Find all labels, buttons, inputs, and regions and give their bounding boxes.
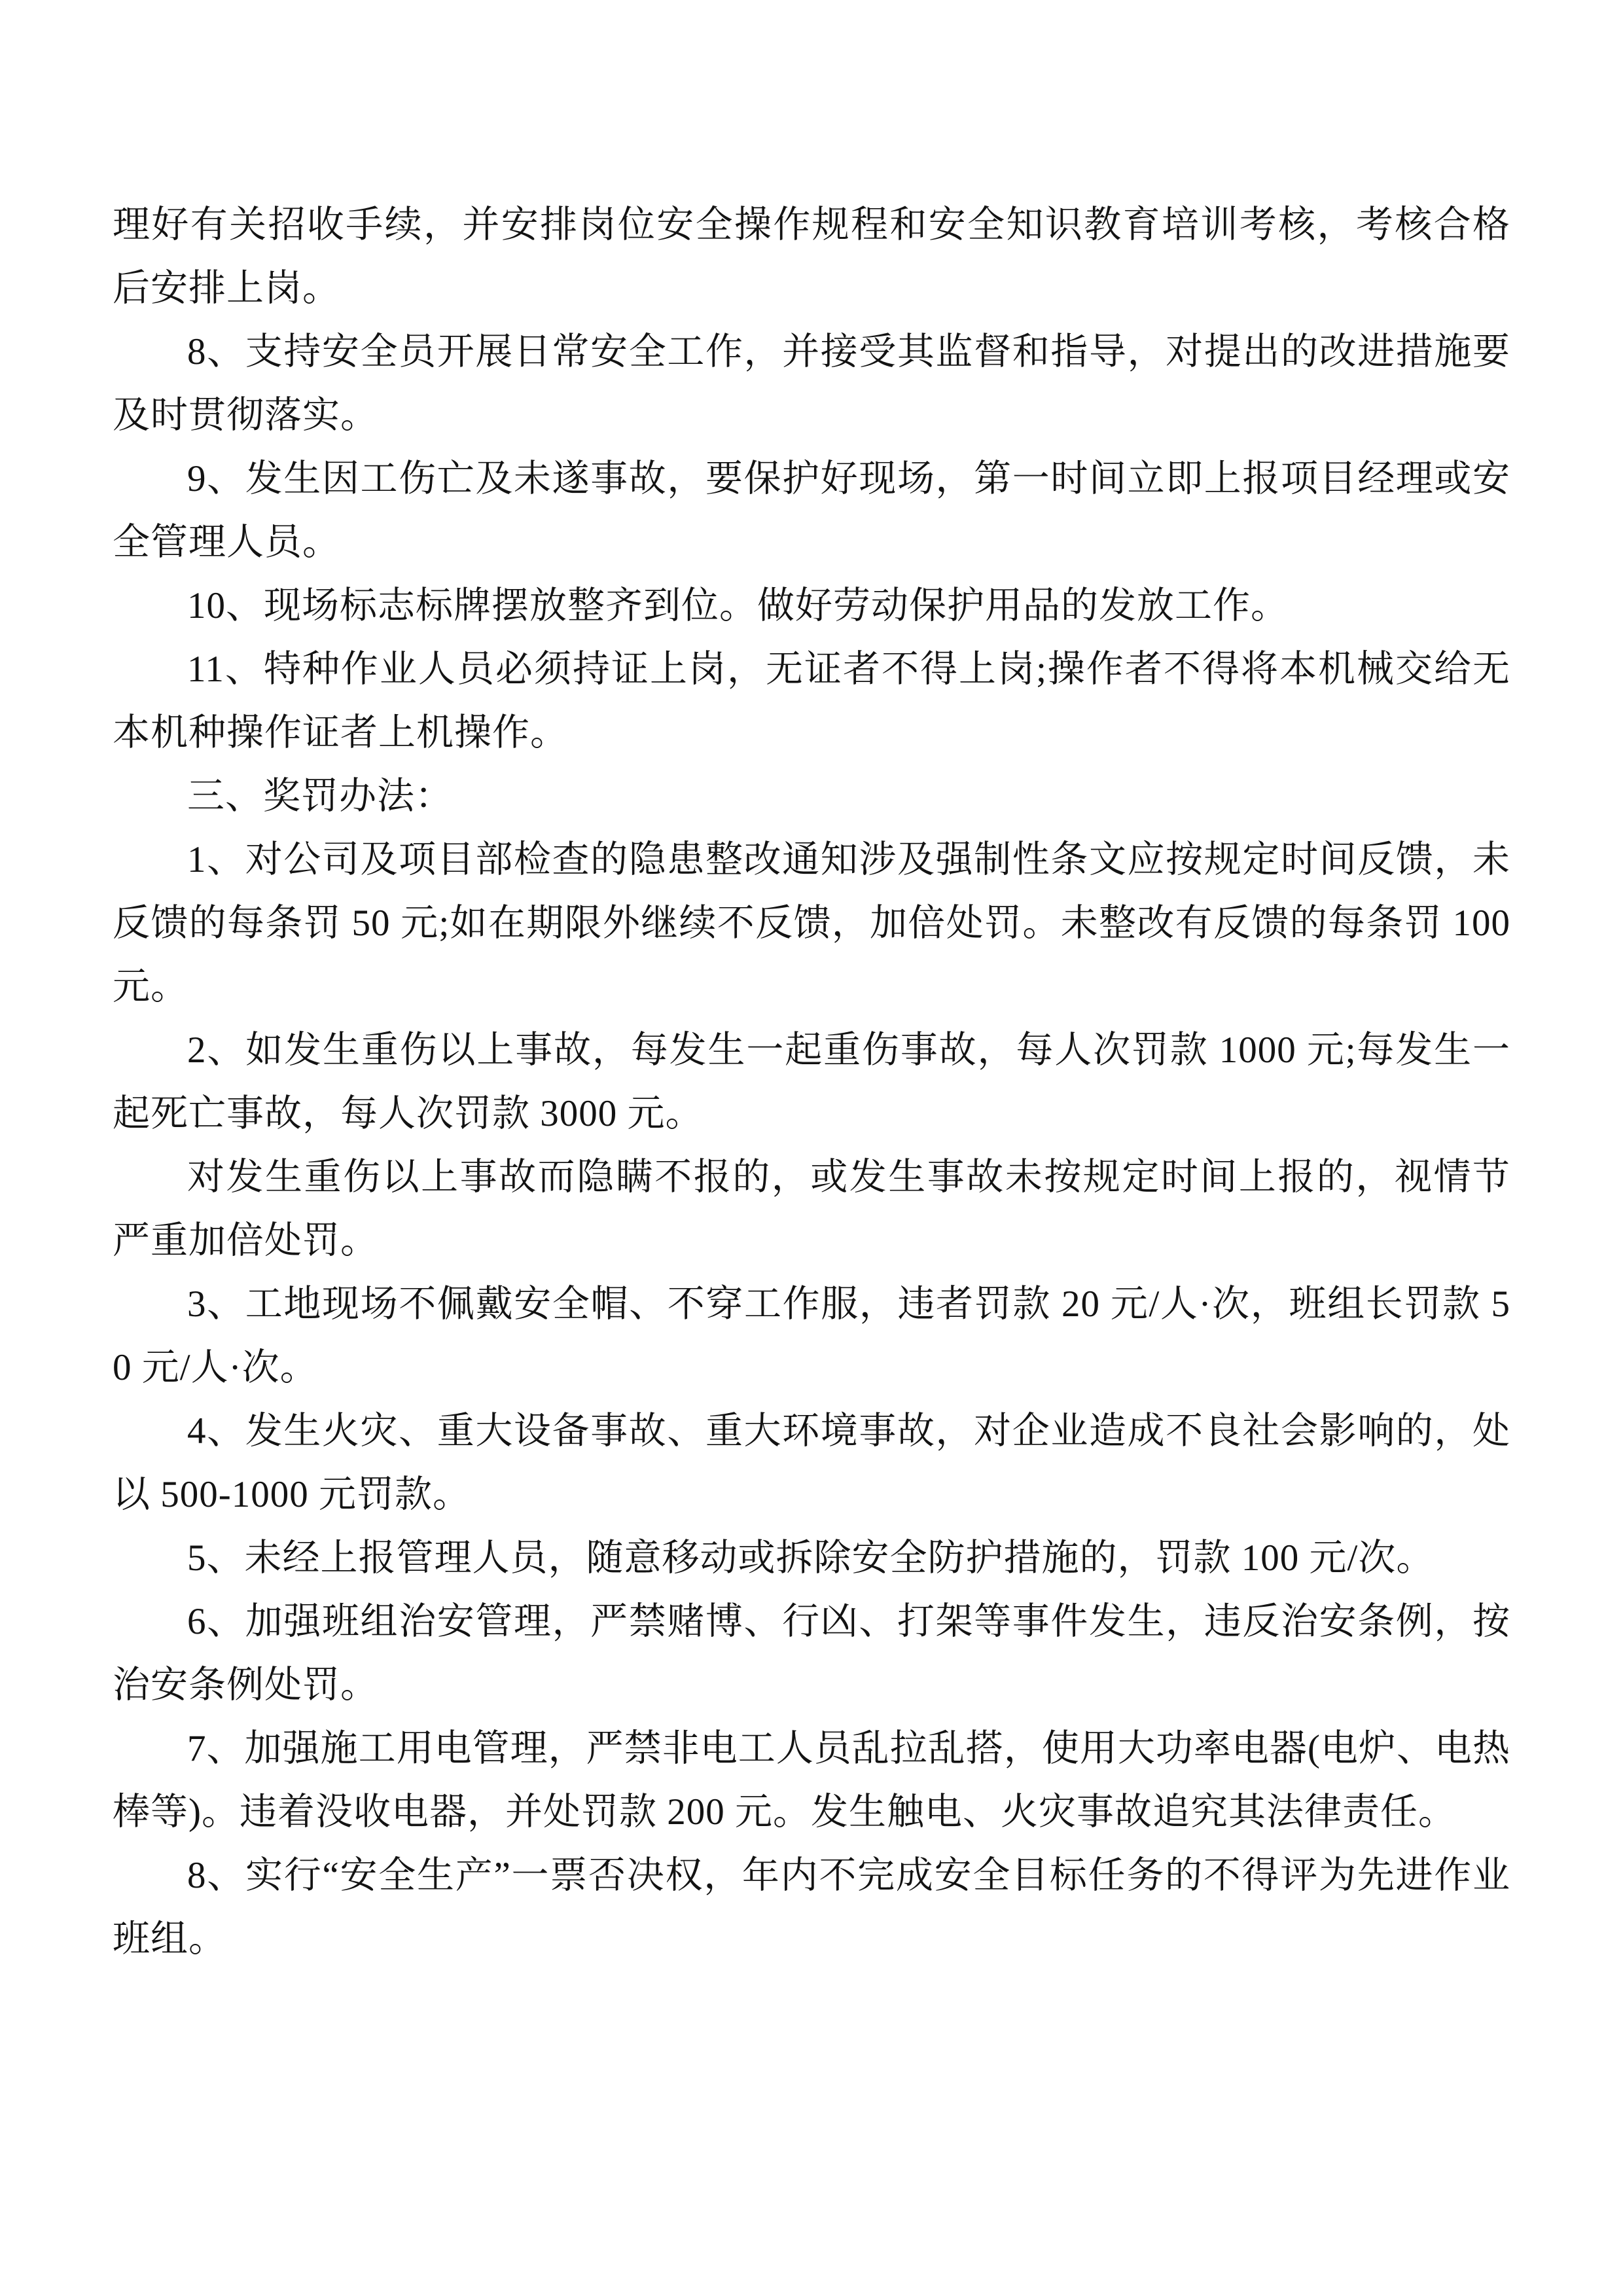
paragraph: 10、现场标志标牌摆放整齐到位。做好劳动保护用品的发放工作。 [187,585,1289,626]
paragraph: 7、加强施工用电管理，严禁非电工人员乱拉乱搭，使用大功率电器(电炉、电热棒等)。违着没收电器，并处罚款 200 元。发生触电、火灾事故追究其法律责任。 [113,1728,1510,1833]
paragraph: 三、奖罚办法： [187,776,453,817]
paragraph: 2、如发生重伤以上事故，每发生一起重伤事故，每人次罚款 1000 元;每发生一起死亡事故，每人次罚款 3000 元。 [113,1030,1510,1134]
paragraph: 9、发生因工伤亡及未遂事故，要保护好现场，第一时间立即上报项目经理或安全管理人员。 [113,458,1510,563]
paragraph: 6、加强班组治安管理，严禁赌博、行凶、打架等事件发生，违反治安条例，按治安条例处罚。 [113,1601,1510,1706]
paragraph: 对发生重伤以上事故而隐瞒不报的，或发生事故未按规定时间上报的，视情节严重加倍处罚。 [113,1157,1510,1261]
paragraph: 1、对公司及项目部检查的隐患整改通知涉及强制性条文应按规定时间反馈，未反馈的每条罚 50 元;如在期限外继续不反馈，加倍处罚。未整改有反馈的每条罚 100 元。 [113,839,1510,1007]
document-body-text [113,193,1510,1971]
paragraph: 4、发生火灾、重大设备事故、重大环境事故，对企业造成不良社会影响的，处以 500-1000 元罚款。 [113,1410,1510,1515]
paragraph: 理好有关招收手续，并安排岗位安全操作规程和安全知识教育培训考核，考核合格后安排上岗。 [113,204,1510,309]
paragraph: 5、未经上报管理人员，随意移动或拆除安全防护措施的，罚款 100 元/次。 [187,1537,1435,1579]
paragraph: 8、支持安全员开展日常安全工作，并接受其监督和指导，对提出的改进措施要及时贯彻落实。 [113,331,1510,436]
paragraph: 8、实行“安全生产”一票否决权，年内不完成安全目标任务的不得评为先进作业班组。 [113,1855,1510,1960]
paragraph: 3、工地现场不佩戴安全帽、不穿工作服，违者罚款 20 元/人·次，班组长罚款 50 元/人·次。 [113,1283,1510,1388]
paragraph: 11、特种作业人员必须持证上岗，无证者不得上岗;操作者不得将本机械交给无本机种操作证者上机操作。 [113,649,1510,753]
